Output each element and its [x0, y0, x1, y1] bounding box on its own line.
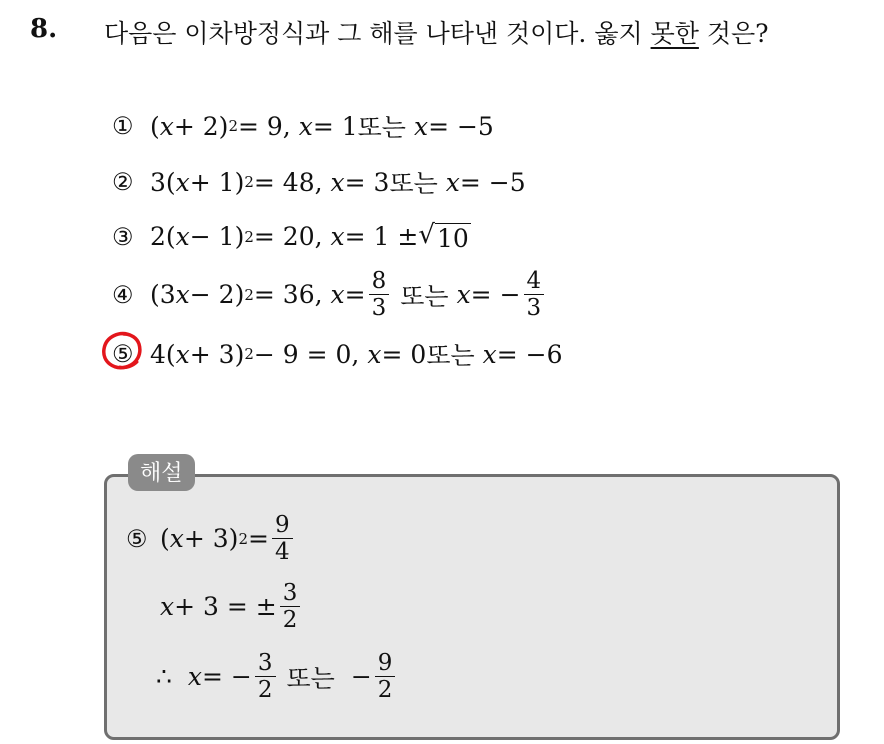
- choice-1[interactable]: [112, 108, 494, 144]
- choice-3[interactable]: [112, 220, 471, 253]
- choice-2[interactable]: [112, 164, 526, 200]
- choice-number: ④: [112, 280, 134, 309]
- therefore-symbol: ∴: [156, 662, 172, 691]
- or-word: 또는: [389, 169, 438, 198]
- fraction: $\frac{3}{2}$: [255, 650, 276, 703]
- explanation-tag: 해설: [128, 454, 195, 491]
- fraction: $\frac{9}{2}$: [375, 650, 396, 703]
- square-root: √ 10: [418, 220, 469, 253]
- fraction: $\frac{9}{4}$: [272, 512, 293, 565]
- fraction: $\frac{8}{3}$: [369, 268, 390, 321]
- or-word: 또는: [357, 113, 406, 142]
- explanation-line-2: x + 3 = ± $\frac{3}{2}$: [160, 580, 303, 633]
- choice-number: ②: [112, 168, 134, 196]
- or-word: 또는: [286, 663, 335, 693]
- or-word: 또는: [400, 281, 449, 311]
- explanation-line-3: ∴ x = − $\frac{3}{2}$ 또는 − $\frac{9}{2}$: [156, 650, 398, 703]
- question-text-before: 다음은 이차방정식과 그 해를 나타낸 것이다. 옳지: [104, 19, 651, 48]
- choice-equation: (3 x − 2) 2 = 36, x = $\frac{8}{3}$ 또는 x = − $\frac{4}{3}$: [150, 268, 547, 321]
- choice-number: ①: [112, 112, 134, 140]
- question-text-underlined: 못한: [650, 19, 699, 48]
- choice-5[interactable]: [112, 336, 562, 372]
- fraction: $\frac{3}{2}$: [280, 580, 301, 633]
- question-text: [104, 14, 769, 50]
- choice-equation: 2( x − 1) 2 = 20, x = 1 ± √ 10: [150, 220, 469, 253]
- choice-number: ⑤: [112, 340, 134, 368]
- choice-4[interactable]: [112, 268, 547, 321]
- choice-equation: 3( x + 1) 2 = 48, x = 3 또는 x = −5: [150, 164, 526, 200]
- question-number: 8.: [30, 14, 58, 44]
- explanation-line-1: ⑤ ( x + 3) 2 = $\frac{9}{4}$: [126, 512, 296, 565]
- or-word: 또는: [426, 341, 475, 370]
- question-text-after: 것은?: [698, 19, 769, 48]
- choice-equation: 4( x + 3) 2 − 9 = 0, x = 0 또는 x = −6: [150, 336, 562, 372]
- choice-number: ③: [112, 222, 134, 251]
- choice-equation: ( x + 2) 2 = 9, x = 1 또는 x = −5: [150, 108, 494, 144]
- fraction: $\frac{4}{3}$: [524, 268, 545, 321]
